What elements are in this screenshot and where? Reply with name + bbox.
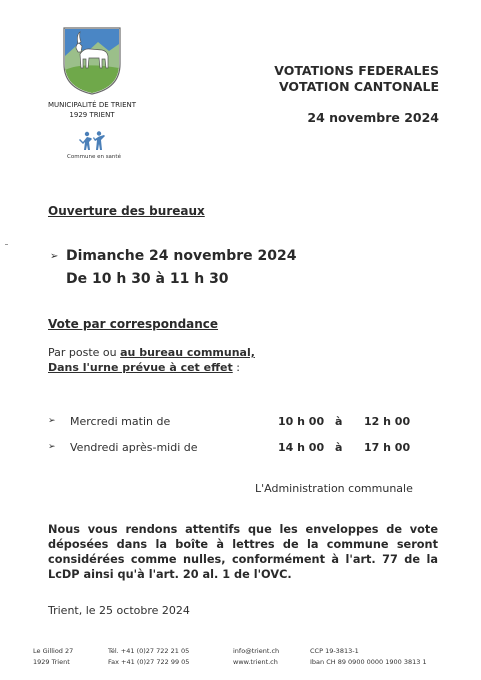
signature: L'Administration communale [255,482,413,495]
heading-cantonal: VOTATION CANTONALE [278,79,439,94]
footer-web[interactable]: www.trient.ch [233,658,278,666]
notice-paragraph: Nous vous rendons attentifs que les enveloppes de vote déposées dans la boîte à lettres de la commune seront considérées comme nulles, conformément à l'art. 77 de la LcDP ainsi qu'à l'art. 20 al. 1 de l'OVC. [48,523,438,581]
arrowhead-bullet-icon: ➢ [50,251,59,262]
schedule-from: 14 h 00 [278,441,325,454]
footer-tel: Tél. +41 (0)27 722 21 05 [108,647,190,655]
footer-ccp: CCP 19-3813-1 [310,647,359,655]
office-day: Dimanche 24 novembre 2024 [66,248,297,264]
footer-contact [233,646,279,668]
municipality-name: MUNICIPALITÉ DE TRIENT [47,101,137,109]
arrowhead-bullet-icon: ➢ [48,442,56,452]
schedule-from: 10 h 00 [278,415,325,428]
postal-line-1-emph: au bureau communal, [120,346,255,359]
place-date: Trient, le 25 octobre 2024 [48,604,190,617]
ibex-crest-icon [62,26,122,96]
section-title-postal-vote: Vote par correspondance [48,317,219,331]
postal-line-1 [48,346,255,359]
heading-federal: VOTATIONS FEDERALES [274,63,439,78]
footer-email[interactable]: info@trient.ch [233,647,280,655]
postal-line-1-plain: Par poste ou [48,346,117,359]
schedule-sep: à [335,441,343,454]
footer-phone [108,646,189,668]
footer-address [33,646,73,668]
people-figures-icon [78,130,108,152]
schedule-to: 12 h 00 [364,415,411,428]
municipality-postcode: 1929 TRIENT [69,111,115,119]
schedule-to: 17 h 00 [364,441,411,454]
schedule-label: Mercredi matin de [70,415,171,428]
scan-mark [5,244,8,245]
municipality-block [40,100,144,120]
footer-address-town: 1929 Trient [33,658,70,666]
footer-address-street: Le Gilliod 27 [33,647,74,655]
postal-line-2-suffix: : [236,361,240,374]
health-label: Commune en santé [67,154,121,160]
schedule-label: Vendredi après-midi de [70,441,198,454]
footer-bank [310,646,427,668]
schedule-sep: à [335,415,343,428]
footer-iban: Iban CH 89 0900 0000 1900 3813 1 [310,658,427,666]
footer-fax: Fax +41 (0)27 722 99 05 [108,658,190,666]
postal-line-2 [48,361,240,374]
postal-line-2-emph: Dans l'urne prévue à cet effet [48,361,233,374]
arrowhead-bullet-icon: ➢ [48,416,56,426]
office-hours: De 10 h 30 à 11 h 30 [66,271,229,287]
heading-date: 24 novembre 2024 [307,110,439,125]
section-title-offices: Ouverture des bureaux [48,204,205,218]
